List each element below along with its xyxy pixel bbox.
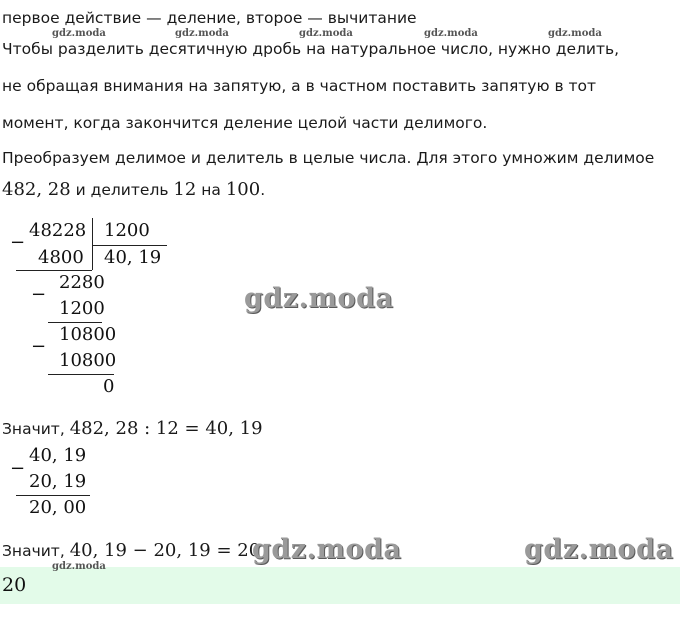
result-line-2 — [2, 541, 260, 561]
watermark-small: gdz.moda — [175, 28, 229, 39]
division-subtrahend-3: 10800 — [59, 350, 117, 371]
text-fragment: и делитель — [70, 181, 174, 199]
division-vertical-bar — [92, 218, 93, 270]
answer-band — [0, 567, 680, 604]
text-line-3: не обращая внимания на запятую, а в частном поставить запятую в тот — [2, 77, 597, 95]
division-line-2 — [48, 322, 102, 323]
division-subtrahend-1: 4800 — [38, 247, 84, 268]
division-remainder-1: 2280 — [59, 272, 105, 293]
minus-sign: − — [31, 284, 47, 305]
result-label: Значит, — [2, 420, 70, 438]
subtraction-minuend: 40, 19 — [29, 445, 87, 466]
division-line-3 — [48, 374, 114, 375]
watermark-small: gdz.moda — [299, 28, 353, 39]
division-divisor: 1200 — [104, 220, 150, 241]
answer-value: 20 — [2, 574, 27, 596]
minus-sign: − — [31, 336, 47, 357]
division-remainder-3: 0 — [103, 376, 115, 397]
division-quotient-line — [92, 245, 167, 246]
watermark-large: gdz.moda — [244, 283, 394, 314]
text-line-2: Чтобы разделить десятичную дробь на натуральное число, нужно делить, — [2, 40, 620, 58]
text-line-1: первое действие — деление, второе — вычитание — [2, 9, 417, 27]
math-multiplier: 100 — [225, 179, 261, 200]
division-line-1 — [16, 270, 92, 271]
watermark-large: gdz.moda — [252, 534, 402, 565]
text-fragment: . — [260, 181, 266, 199]
minus-sign: − — [10, 458, 26, 479]
result-expression: 40, 19 − 20, 19 = 20 — [69, 540, 261, 561]
text-line-5: Преобразуем делимое и делитель в целые числа. Для этого умножим делимое — [2, 149, 655, 167]
minus-sign: − — [10, 232, 26, 253]
division-subtrahend-2: 1200 — [59, 298, 105, 319]
text-line-4: момент, когда закончится деление целой части делимого. — [2, 114, 488, 132]
text-fragment: на — [196, 181, 226, 199]
division-dividend: 48228 — [29, 220, 87, 241]
math-divisor: 12 — [173, 179, 197, 200]
subtraction-difference: 20, 00 — [29, 497, 87, 518]
result-expression: 482, 28 : 12 = 40, 19 — [69, 418, 263, 439]
watermark-small: gdz.moda — [424, 28, 478, 39]
division-quotient: 40, 19 — [104, 247, 162, 268]
text-line-6 — [2, 180, 265, 200]
result-label: Значит, — [2, 542, 70, 560]
subtraction-subtrahend: 20, 19 — [29, 471, 87, 492]
watermark-large: gdz.moda — [524, 534, 674, 565]
division-remainder-2: 10800 — [59, 324, 117, 345]
subtraction-line — [16, 495, 90, 496]
watermark-small: gdz.moda — [52, 28, 106, 39]
math-dividend: 482, 28 — [2, 179, 71, 200]
result-line-1 — [2, 419, 263, 439]
watermark-small: gdz.moda — [548, 28, 602, 39]
watermark-small: gdz.moda — [52, 561, 106, 572]
